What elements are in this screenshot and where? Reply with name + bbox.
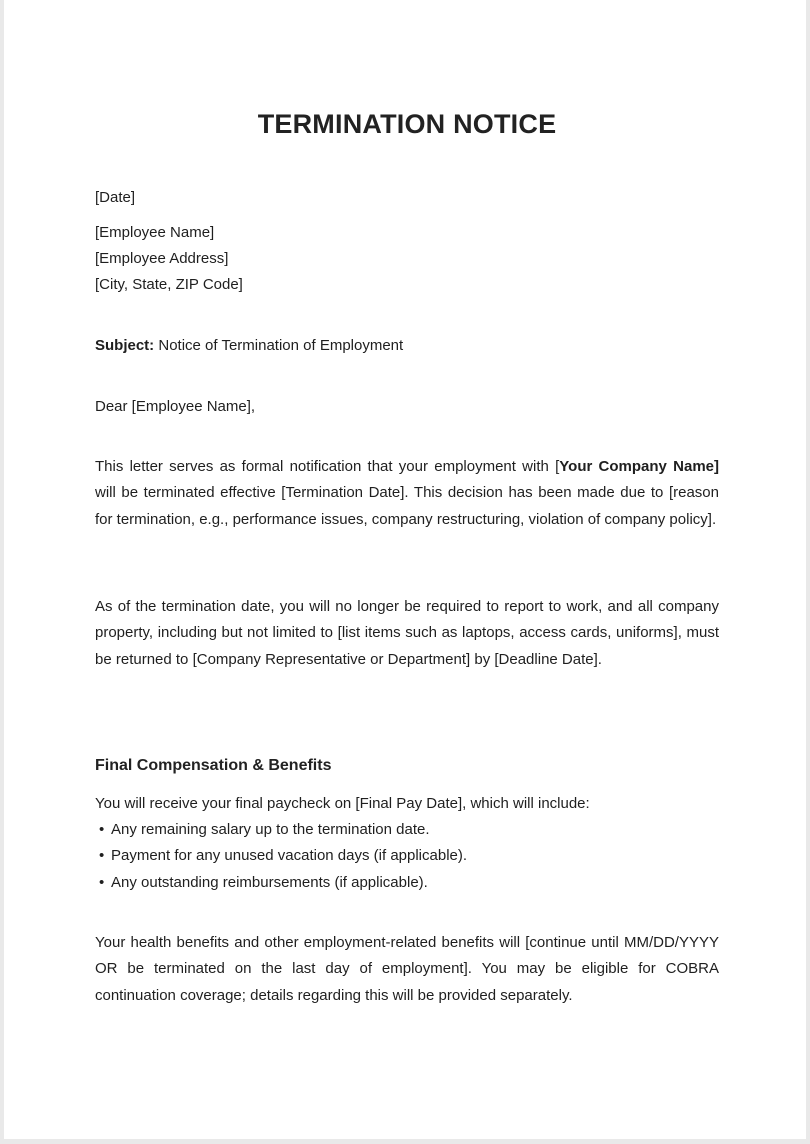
subject-text: Notice of Termination of Employment — [154, 337, 404, 354]
list-item: • Any outstanding reimbursements (if applicable). — [95, 870, 467, 896]
bullet-icon: • — [99, 873, 105, 891]
salutation: Dear [Employee Name], — [95, 398, 256, 415]
list-item: • Payment for any unused vacation days (if applicable). — [95, 843, 467, 869]
subject-label: Subject: — [95, 337, 155, 354]
paragraph-company-property: As of the termination date, you will no longer be required to report to work, and all company property, including but not limited to [list items such as laptops, access cards, uniforms], must be returned to [Company Representative or Department] by [Deadline Date]. — [95, 598, 719, 668]
subject-line — [95, 336, 403, 356]
paragraph-termination — [95, 454, 719, 533]
date-placeholder: [Date] — [95, 189, 136, 206]
compensation-list — [95, 817, 467, 896]
paragraph-termination-start: This letter serves as formal notification that your employment with [ — [95, 458, 560, 475]
document-title: TERMINATION NOTICE — [257, 109, 557, 139]
company-name-placeholder: Your Company Name] — [559, 458, 719, 475]
recipient-address: [Employee Address] — [95, 250, 229, 267]
paragraph-termination-end: will be terminated effective [Termination Date]. This decision has been made due to [reason for termination, e.g., performance issues, company restructuring, violation of company policy]. — [95, 484, 719, 528]
list-item: • Any remaining salary up to the termination date. — [95, 817, 467, 843]
recipient-city-state-zip: [City, State, ZIP Code] — [95, 276, 243, 293]
document-page — [4, 0, 806, 1139]
paycheck-intro: You will receive your final paycheck on [Final Pay Date], which will include: — [95, 795, 590, 812]
paragraph-benefits: Your health benefits and other employment-related benefits will [continue until MM/DD/YYYY OR be terminated on the last day of employment]. You may be eligible for COBRA continuation coverage; details regarding this will be provided separately. — [95, 934, 719, 1004]
section-heading-compensation: Final Compensation & Benefits — [95, 757, 332, 774]
recipient-name: [Employee Name] — [95, 224, 215, 241]
bullet-icon: • — [99, 821, 105, 838]
bullet-icon: • — [99, 847, 105, 865]
